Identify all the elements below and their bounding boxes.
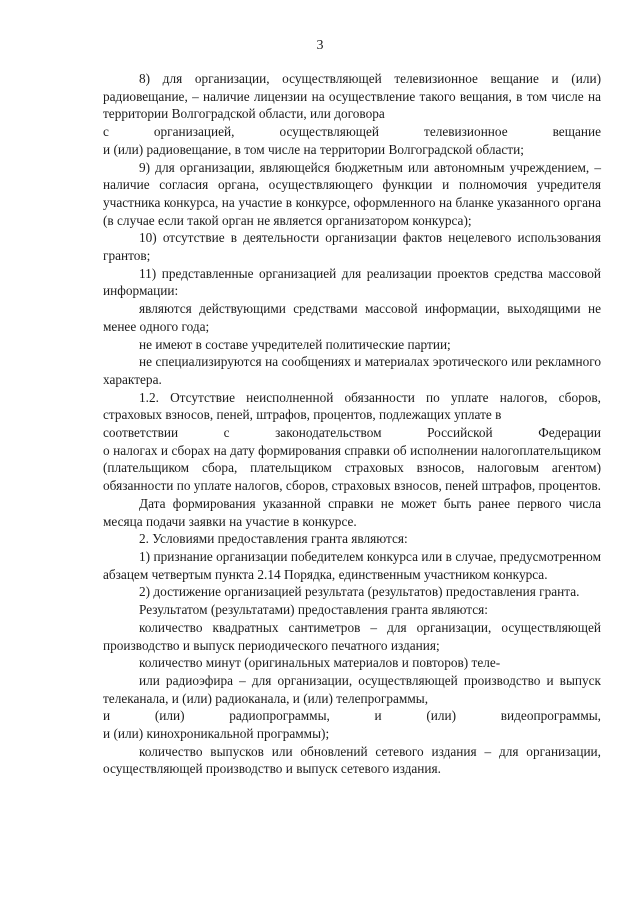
paragraph-active-media: являются действующими средствами массовой информации, выходящими не менее одного года;: [103, 301, 601, 334]
paragraph-item-8-line-2: и (или) радиовещание, – наличие лицензии на осуществление такого вещания, в том числе на территории Волгоградской области, или договора: [103, 71, 601, 122]
paragraph-radio-ether: или радиоэфира – для организации, осуществляющей производство и выпуск телеканала, и (или) радиоканала, и (или) телепрограммы,: [103, 672, 601, 706]
paragraph-1-2-line-2: соответствии с законодательством Российской Федерации: [103, 425, 601, 441]
paragraph-item-8-line-1: 8) для организации, осуществляющей телевизионное вещание: [139, 71, 539, 86]
paragraph-item-8-line-4: и (или) радиовещание, в том числе на территории Волгоградской области;: [103, 141, 524, 157]
paragraph-results-intro: Результатом (результатами) предоставления гранта являются:: [139, 602, 488, 618]
paragraph-result-sq-cm: количество квадратных сантиметров – для организации, осуществляющей производство и выпуск периодического печатного издания;: [103, 619, 601, 653]
paragraph-no-erotic: не специализируются на сообщениях и материалах эротического или рекламного характера.: [103, 354, 601, 387]
paragraph-1-2-line-3: о налогах и сборах на дату формирования справки об исполнении налогоплательщиком (плательщиком сбора, плательщиком страховых взносов, налоговым агентом) обязанности по уплате налогов, сборов, страховых взносов, пеней штрафов, процентов.: [103, 442, 601, 494]
paragraph-item-8: [103, 70, 601, 123]
paragraph-1-2: 1.2. Отсутствие неисполненной обязанности по уплате налогов, сборов, страховых взносов, пеней, штрафов, процентов, подлежащих уплате в: [103, 389, 601, 423]
page-number: 3: [316, 38, 324, 53]
document-body: [103, 70, 601, 778]
paragraph-result-minutes: количество минут (оригинальных материалов и повторов) теле-: [139, 655, 501, 671]
paragraph-no-parties: не имеют в составе учредителей политические партии;: [139, 336, 451, 352]
paragraph-condition-1: 1) признание организации победителем конкурса или в случае, предусмотренном абзацем четвертым пункта 2.14 Порядка, единственным участником конкурса.: [103, 548, 601, 582]
paragraph-condition-2: 2) достижение организацией результата (результатов) предоставления гранта.: [139, 584, 580, 600]
paragraph-radio-ether-line-2: и (или) радиопрограммы, и (или) видеопрограммы,: [103, 708, 601, 724]
paragraph-result-issues: количество выпусков или обновлений сетевого издания – для организации, осуществляющей производство и выпуск сетевого издания.: [103, 743, 601, 777]
paragraph-item-9: 9) для организации, являющейся бюджетным или автономным учреждением, – наличие согласия органа, осуществляющего функции и полномочия учредителя участника конкурса, на участие в конкурсе, оформленного на бланке указанного органа (в случае если такой орган не является организатором конкурса);: [103, 159, 601, 228]
paragraph-item-10: 10) отсутствие в деятельности организации фактов нецелевого использования грантов;: [103, 230, 601, 264]
paragraph-section-2: 2. Условиями предоставления гранта являются:: [139, 531, 408, 547]
paragraph-certificate-date: Дата формирования указанной справки не может быть ранее первого числа месяца подачи заявки на участие в конкурсе.: [103, 495, 601, 529]
paragraph-radio-ether-line-3: и (или) кинохроникальной программы);: [103, 726, 330, 742]
paragraph-item-8-line-3: с организацией, осуществляющей телевизионное вещание: [103, 124, 601, 140]
paragraph-item-11: 11) представленные организацией для реализации проектов средства массовой информации:: [103, 265, 601, 299]
